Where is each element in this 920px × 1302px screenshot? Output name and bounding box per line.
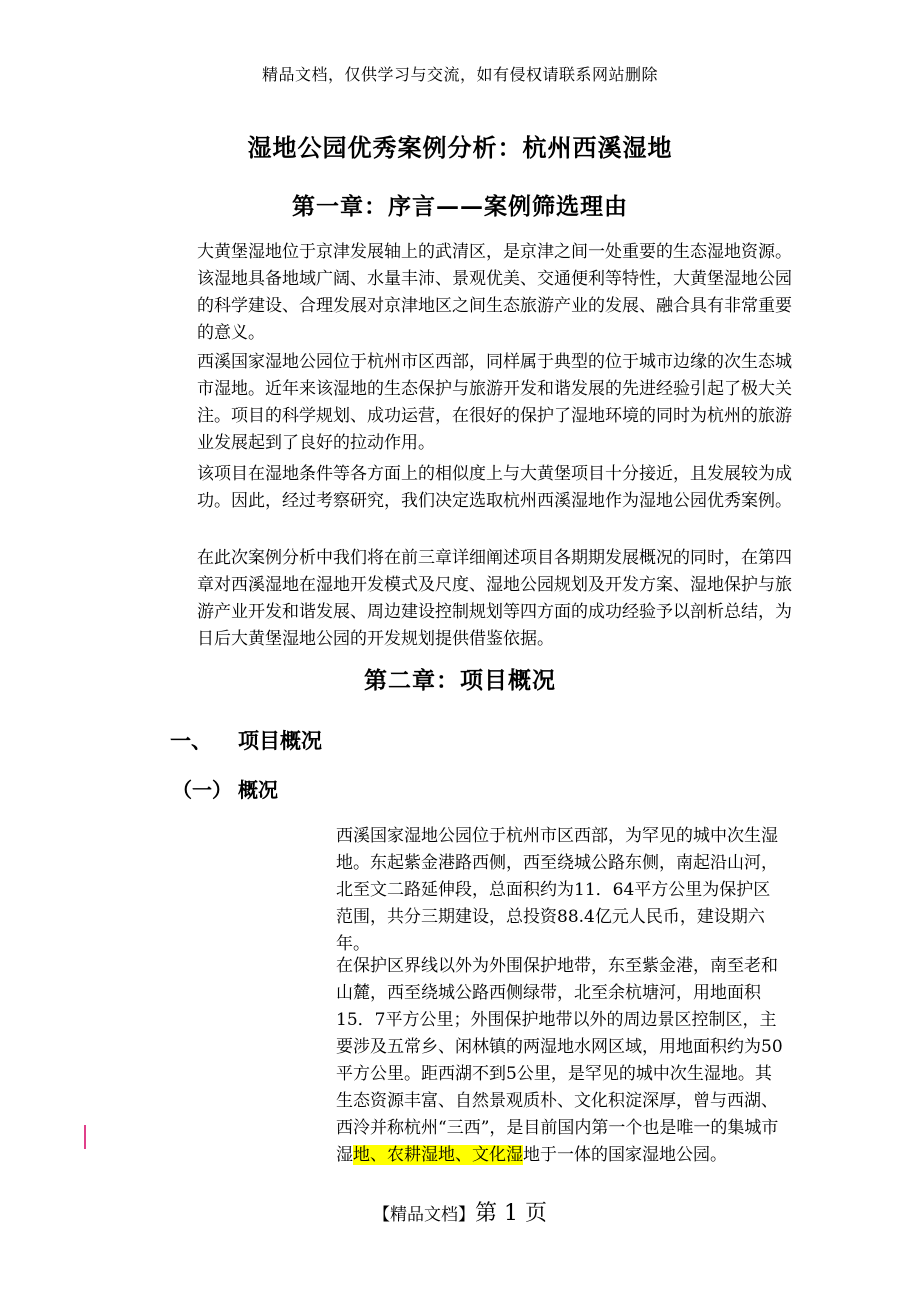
overview-paragraph-1: 西溪国家湿地公园位于杭州市区西部，为罕见的城中次生湿地。东起紫金港路西侧，西至绕城公路东侧，南起沿山河，北至文二路延伸段，总面积约为11．64平方公里为保护区范围，共分三期建设，总投资88.4亿元人民币，建设期六年。 <box>336 826 778 954</box>
chapter-1-paragraph-2: 西溪国家湿地公园位于杭州市区西部，同样属于典型的位于城市边缘的次生态城市湿地。近年来该湿地的生态保护与旅游开发和谐发展的先进经验引起了极大关注。项目的科学规划、成功运营，在很好的保护了湿地环境的同时为杭州的旅游业发展起到了良好的拉动作用。 <box>197 352 792 453</box>
page-number: 第 1 页 <box>475 1201 547 1226</box>
page-header: 精品文档，仅供学习与交流，如有侵权请联系网站删除 <box>261 65 658 84</box>
subsection-title: 概况 <box>238 778 278 802</box>
chapter-1-paragraph-4: 在此次案例分析中我们将在前三章详细阐述项目各期期发展概况的同时，在第四章对西溪湿地在湿地开发模式及尺度、湿地公园规划及开发方案、湿地保护与旅游产业开发和谐发展、周边建设控制规划等四方面的成功经验予以剖析总结，为日后大黄堡湿地公园的开发规划提供借鉴依据。 <box>197 548 792 649</box>
overview-paragraph-2-text: 在保护区界线以外为外围保护地带，东至紫金港，南至老和山麓，西至绕城公路西侧绿带，北至余杭塘河，用地面积15．7平方公里；外围保护地带以外的周边景区控制区，主要涉及五常乡、闲林镇的两湿地水网区域，用地面积约为50平方公里。距西湖不到5公里，是罕见的城中次生湿地。其生态资源丰富、自然景观质朴、文化积淀深厚，曾与西湖、西泠并称杭州“三西”，是目前国内第一个也是唯一的集城市湿 <box>336 956 783 1165</box>
subsection-number: （一） <box>172 778 232 802</box>
chapter-1-paragraph-3: 该项目在湿地条件等各方面上的相似度上与大黄堡项目十分接近，且发展较为成功。因此，经过考察研究，我们决定选取杭州西溪湿地作为湿地公园优秀案例。 <box>197 464 792 511</box>
chapter-1-paragraph-1: 大黄堡湿地位于京津发展轴上的武清区，是京津之间一处重要的生态湿地资源。该湿地具备地域广阔、水量丰沛、景观优美、交通便利等特性，大黄堡湿地公园的科学建设、合理发展对京津地区之间生态旅游产业的发展、融合具有非常重要的意义。 <box>197 242 792 343</box>
section-heading <box>170 725 322 755</box>
highlighted-text: 地、农耕湿地、文化湿 <box>353 1145 523 1165</box>
section-title: 项目概况 <box>238 728 322 753</box>
chapter-2-heading: 第二章：项目概况 <box>364 667 556 694</box>
section-number: 一、 <box>170 728 212 753</box>
document-title: 湿地公园优秀案例分析：杭州西溪湿地 <box>247 133 673 162</box>
text-cursor-marker <box>84 1125 86 1149</box>
chapter-1-heading: 第一章：序言——案例筛选理由 <box>292 193 628 220</box>
overview-paragraph-2-tail: 地于一体的国家湿地公园。 <box>523 1145 727 1165</box>
footer-label: 【精品文档】 <box>373 1205 475 1225</box>
page-footer <box>0 1196 920 1227</box>
overview-paragraph-2 <box>336 953 786 1169</box>
subsection-heading <box>172 774 278 803</box>
